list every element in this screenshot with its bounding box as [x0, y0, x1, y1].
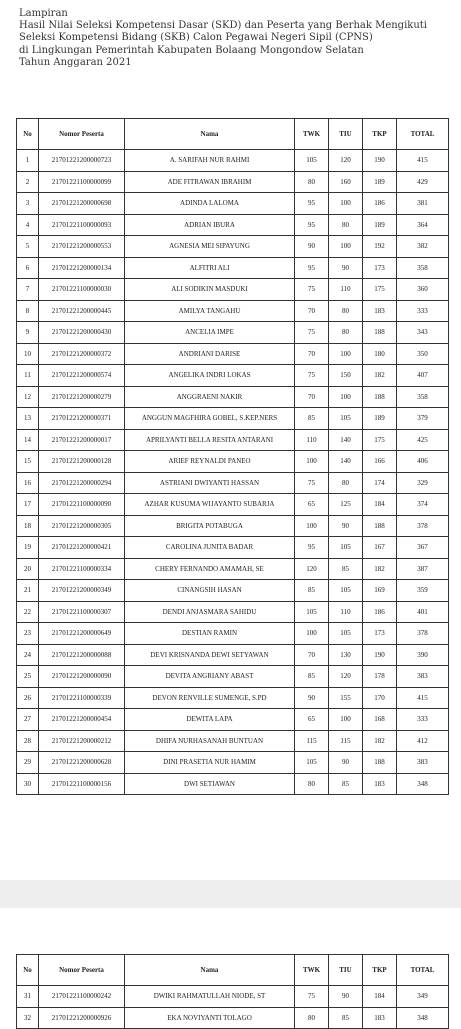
cell-nama: CAROLINA JUNITA BADAR: [125, 537, 295, 559]
cell-nama: DWI SETIAWAN: [125, 773, 295, 795]
cell-tkp: 183: [363, 300, 397, 322]
cell-no: 9: [17, 322, 39, 344]
table-row: [17, 1007, 449, 1029]
cell-total: 364: [397, 214, 449, 236]
cell-nama: DEVI KRISNANDA DEWI SETYAWAN: [125, 644, 295, 666]
table-row: [17, 687, 449, 709]
cell-nomor-peserta: 21701221200000574: [39, 365, 125, 387]
table-row: [17, 558, 449, 580]
cell-tiu: 100: [329, 709, 363, 731]
cell-tkp: 182: [363, 365, 397, 387]
table-header-row: [17, 119, 449, 150]
cell-twk: 100: [295, 515, 329, 537]
cell-tiu: 120: [329, 150, 363, 172]
cell-twk: 80: [295, 171, 329, 193]
cell-no: 21: [17, 580, 39, 602]
cell-tiu: 90: [329, 515, 363, 537]
cell-total: 412: [397, 730, 449, 752]
cell-no: 5: [17, 236, 39, 258]
cell-total: 378: [397, 623, 449, 645]
table-row: [17, 644, 449, 666]
cell-no: 18: [17, 515, 39, 537]
table-row: [17, 300, 449, 322]
cell-tiu: 80: [329, 300, 363, 322]
cell-nomor-peserta: 21701221100000099: [39, 171, 125, 193]
cell-tiu: 105: [329, 537, 363, 559]
col-tkp-header: TKP: [363, 119, 397, 150]
cell-tiu: 115: [329, 730, 363, 752]
col-total-header: TOTAL: [397, 955, 449, 986]
table-row: [17, 365, 449, 387]
cell-twk: 90: [295, 236, 329, 258]
cell-twk: 105: [295, 601, 329, 623]
cell-no: 6: [17, 257, 39, 279]
cell-no: 32: [17, 1007, 39, 1029]
cell-twk: 75: [295, 365, 329, 387]
cell-tkp: 188: [363, 322, 397, 344]
cell-tkp: 190: [363, 644, 397, 666]
cell-nomor-peserta: 21701221100000090: [39, 494, 125, 516]
cell-twk: 70: [295, 300, 329, 322]
cell-total: 381: [397, 193, 449, 215]
cell-total: 374: [397, 494, 449, 516]
col-no-header: No: [17, 119, 39, 150]
cell-total: 383: [397, 666, 449, 688]
cell-total: 387: [397, 558, 449, 580]
col-nama-header: Nama: [125, 119, 295, 150]
cell-twk: 105: [295, 752, 329, 774]
cell-tiu: 90: [329, 986, 363, 1008]
cell-twk: 65: [295, 709, 329, 731]
cell-no: 27: [17, 709, 39, 731]
table-row: [17, 666, 449, 688]
cell-tiu: 100: [329, 236, 363, 258]
cell-nomor-peserta: 21701221100000339: [39, 687, 125, 709]
cell-total: 350: [397, 343, 449, 365]
cell-tkp: 186: [363, 193, 397, 215]
cell-tkp: 180: [363, 343, 397, 365]
cell-nama: ARIEF REYNALDI PANEO: [125, 451, 295, 473]
cell-tiu: 80: [329, 472, 363, 494]
cell-tiu: 80: [329, 214, 363, 236]
cell-nomor-peserta: 21701221200000371: [39, 408, 125, 430]
cell-twk: 70: [295, 386, 329, 408]
cell-nama: ADINDA LALOMA: [125, 193, 295, 215]
cell-nama: ANGGRAENI NAKIR: [125, 386, 295, 408]
cell-tkp: 169: [363, 580, 397, 602]
cell-total: 406: [397, 451, 449, 473]
cell-no: 25: [17, 666, 39, 688]
cell-nama: APRILYANTI BELLA RESITA ANTARANI: [125, 429, 295, 451]
cell-nama: DHIFA NURHASANAH BUNTUAN: [125, 730, 295, 752]
cell-twk: 100: [295, 623, 329, 645]
cell-total: 415: [397, 150, 449, 172]
cell-tkp: 168: [363, 709, 397, 731]
cell-nama: DEWITA LAPA: [125, 709, 295, 731]
cell-twk: 95: [295, 537, 329, 559]
cell-no: 10: [17, 343, 39, 365]
table-row: [17, 214, 449, 236]
cell-nama: AMILYA TANGAHU: [125, 300, 295, 322]
cell-tiu: 105: [329, 623, 363, 645]
cell-tkp: 167: [363, 537, 397, 559]
cell-tkp: 188: [363, 386, 397, 408]
cell-nama: DENDI ANJASMARA SAHIDU: [125, 601, 295, 623]
cell-total: 360: [397, 279, 449, 301]
cell-no: 12: [17, 386, 39, 408]
cell-twk: 75: [295, 322, 329, 344]
table-row: [17, 236, 449, 258]
cell-nomor-peserta: 21701221200000128: [39, 451, 125, 473]
cell-tkp: 184: [363, 494, 397, 516]
cell-nomor-peserta: 21701221200000305: [39, 515, 125, 537]
heading-line-1: Lampiran: [19, 8, 68, 19]
cell-tiu: 150: [329, 365, 363, 387]
cell-tiu: 155: [329, 687, 363, 709]
table-row: [17, 537, 449, 559]
cell-twk: 80: [295, 773, 329, 795]
cell-total: 379: [397, 408, 449, 430]
results-table-continued: [16, 954, 449, 1029]
cell-nomor-peserta: 21701221200000628: [39, 752, 125, 774]
cell-tkp: 178: [363, 666, 397, 688]
cell-nomor-peserta: 21701221100000030: [39, 279, 125, 301]
cell-total: 329: [397, 472, 449, 494]
cell-no: 2: [17, 171, 39, 193]
table-row: [17, 752, 449, 774]
col-tiu-header: TIU: [329, 119, 363, 150]
cell-twk: 100: [295, 451, 329, 473]
cell-tkp: 189: [363, 171, 397, 193]
table-row: [17, 279, 449, 301]
cell-tkp: 188: [363, 515, 397, 537]
cell-tiu: 110: [329, 601, 363, 623]
table-row: [17, 193, 449, 215]
cell-nama: DINI PRASETIA NUR HAMIM: [125, 752, 295, 774]
cell-no: 17: [17, 494, 39, 516]
col-twk-header: TWK: [295, 119, 329, 150]
cell-nomor-peserta: 21701221200000454: [39, 709, 125, 731]
cell-nomor-peserta: 21701221200000279: [39, 386, 125, 408]
cell-tkp: 182: [363, 730, 397, 752]
cell-total: 429: [397, 171, 449, 193]
cell-no: 3: [17, 193, 39, 215]
cell-nomor-peserta: 21701221200000649: [39, 623, 125, 645]
cell-tiu: 85: [329, 773, 363, 795]
cell-no: 15: [17, 451, 39, 473]
cell-tkp: 183: [363, 773, 397, 795]
col-twk-header: TWK: [295, 955, 329, 986]
heading-line-3: Seleksi Kompetensi Bidang (SKB) Calon Pegawai Negeri Sipil (CPNS): [19, 32, 373, 44]
cell-nomor-peserta: 21701221200000723: [39, 150, 125, 172]
cell-nama: ALI SODIKIN MASDUKI: [125, 279, 295, 301]
cell-nomor-peserta: 21701221200000430: [39, 322, 125, 344]
cell-nomor-peserta: 21701221200000212: [39, 730, 125, 752]
col-nama-header: Nama: [125, 955, 295, 986]
table-row: [17, 515, 449, 537]
cell-total: 349: [397, 986, 449, 1008]
cell-nomor-peserta: 21701221200000294: [39, 472, 125, 494]
cell-twk: 80: [295, 1007, 329, 1029]
cell-nomor-peserta: 21701221100000156: [39, 773, 125, 795]
cell-total: 333: [397, 300, 449, 322]
cell-no: 20: [17, 558, 39, 580]
cell-no: 29: [17, 752, 39, 774]
cell-nomor-peserta: 21701221200000926: [39, 1007, 125, 1029]
cell-tkp: 174: [363, 472, 397, 494]
cell-tiu: 130: [329, 644, 363, 666]
table-row: [17, 709, 449, 731]
cell-total: 383: [397, 752, 449, 774]
cell-tiu: 105: [329, 408, 363, 430]
cell-nomor-peserta: 21701221200000421: [39, 537, 125, 559]
cell-tkp: 189: [363, 214, 397, 236]
cell-tiu: 125: [329, 494, 363, 516]
table-row: [17, 386, 449, 408]
heading-line-4: di Lingkungan Pemerintah Kabupaten Bolaang Mongondow Selatan: [19, 44, 364, 56]
cell-total: 343: [397, 322, 449, 344]
cell-nomor-peserta: 21701221200000445: [39, 300, 125, 322]
cell-tiu: 105: [329, 580, 363, 602]
cell-tkp: 175: [363, 429, 397, 451]
document-heading: [19, 8, 427, 69]
cell-tkp: 173: [363, 257, 397, 279]
table-row: [17, 150, 449, 172]
cell-tkp: 166: [363, 451, 397, 473]
table-row: [17, 986, 449, 1008]
cell-tiu: 100: [329, 386, 363, 408]
cell-total: 358: [397, 257, 449, 279]
cell-nama: ANDRIANI DARISE: [125, 343, 295, 365]
cell-total: 333: [397, 709, 449, 731]
cell-tiu: 90: [329, 752, 363, 774]
col-nomor-peserta-header: Nomor Peserta: [39, 119, 125, 150]
cell-nama: CHERY FERNANDO AMAMAH, SE: [125, 558, 295, 580]
cell-total: 425: [397, 429, 449, 451]
cell-twk: 75: [295, 472, 329, 494]
cell-tiu: 80: [329, 322, 363, 344]
cell-twk: 85: [295, 666, 329, 688]
cell-tkp: 192: [363, 236, 397, 258]
cell-total: 407: [397, 365, 449, 387]
cell-no: 30: [17, 773, 39, 795]
table-row: [17, 171, 449, 193]
cell-twk: 75: [295, 279, 329, 301]
cell-no: 7: [17, 279, 39, 301]
cell-nomor-peserta: 21701221200000349: [39, 580, 125, 602]
table-row: [17, 451, 449, 473]
cell-tiu: 85: [329, 1007, 363, 1029]
table-row: [17, 773, 449, 795]
cell-twk: 85: [295, 408, 329, 430]
table-header-row: [17, 955, 449, 986]
cell-nama: ANGGUN MAGFHIRA GOBEL, S.KEP.NERS: [125, 408, 295, 430]
cell-nama: DEVITA ANGRIANY ABAST: [125, 666, 295, 688]
cell-total: 401: [397, 601, 449, 623]
cell-nomor-peserta: 21701221200000134: [39, 257, 125, 279]
cell-nomor-peserta: 21701221200000088: [39, 644, 125, 666]
cell-nama: ADE FITRAWAN IBRAHIM: [125, 171, 295, 193]
cell-nomor-peserta: 21701221200000017: [39, 429, 125, 451]
cell-nomor-peserta: 21701221200000372: [39, 343, 125, 365]
cell-tkp: 188: [363, 752, 397, 774]
cell-twk: 90: [295, 687, 329, 709]
results-table-continued-body: [17, 986, 449, 1029]
cell-total: 378: [397, 515, 449, 537]
cell-no: 4: [17, 214, 39, 236]
cell-twk: 95: [295, 214, 329, 236]
cell-twk: 70: [295, 644, 329, 666]
cell-tkp: 186: [363, 601, 397, 623]
col-nomor-peserta-header: Nomor Peserta: [39, 955, 125, 986]
cell-nama: BRIGITA POTABUGA: [125, 515, 295, 537]
cell-twk: 85: [295, 580, 329, 602]
cell-total: 415: [397, 687, 449, 709]
cell-nama: ASTRIANI DWIYANTI HASSAN: [125, 472, 295, 494]
table-row: [17, 730, 449, 752]
cell-twk: 65: [295, 494, 329, 516]
cell-twk: 95: [295, 257, 329, 279]
cell-no: 1: [17, 150, 39, 172]
table-row: [17, 472, 449, 494]
cell-total: 359: [397, 580, 449, 602]
cell-nama: DWIKI RAHMATULLAH NIODE, ST: [125, 986, 295, 1008]
cell-total: 367: [397, 537, 449, 559]
table-row: [17, 601, 449, 623]
cell-nomor-peserta: 21701221200000698: [39, 193, 125, 215]
cell-total: 348: [397, 1007, 449, 1029]
cell-nama: ANGELIKA INDRI LOKAS: [125, 365, 295, 387]
cell-nama: CINANGSIH HASAN: [125, 580, 295, 602]
cell-no: 19: [17, 537, 39, 559]
col-tiu-header: TIU: [329, 955, 363, 986]
table-row: [17, 322, 449, 344]
results-table: [16, 118, 449, 795]
cell-tkp: 173: [363, 623, 397, 645]
table-row: [17, 408, 449, 430]
cell-no: 31: [17, 986, 39, 1008]
cell-nama: ADRIAN IBURA: [125, 214, 295, 236]
cell-tkp: 183: [363, 1007, 397, 1029]
cell-nama: ANCELIA IMPE: [125, 322, 295, 344]
cell-tiu: 140: [329, 451, 363, 473]
cell-nama: A. SARIFAH NUR RAHMI: [125, 150, 295, 172]
cell-tiu: 140: [329, 429, 363, 451]
cell-no: 16: [17, 472, 39, 494]
col-no-header: No: [17, 955, 39, 986]
cell-total: 358: [397, 386, 449, 408]
cell-twk: 110: [295, 429, 329, 451]
cell-twk: 115: [295, 730, 329, 752]
cell-nomor-peserta: 21701221200000553: [39, 236, 125, 258]
col-total-header: TOTAL: [397, 119, 449, 150]
cell-nomor-peserta: 21701221200000090: [39, 666, 125, 688]
cell-nomor-peserta: 21701221100000334: [39, 558, 125, 580]
cell-nomor-peserta: 21701221100000242: [39, 986, 125, 1008]
cell-twk: 75: [295, 986, 329, 1008]
page-separator: [0, 880, 461, 908]
cell-nomor-peserta: 21701221100000307: [39, 601, 125, 623]
results-table-body: [17, 150, 449, 795]
cell-nama: EKA NOVIYANTI TOLAGO: [125, 1007, 295, 1029]
table-row: [17, 429, 449, 451]
table-row: [17, 623, 449, 645]
heading-line-2: Hasil Nilai Seleksi Kompetensi Dasar (SKD) dan Peserta yang Berhak Mengikuti: [19, 20, 427, 32]
cell-no: 28: [17, 730, 39, 752]
table-row: [17, 343, 449, 365]
cell-nama: DEVON RENVILLE SUMENGE, S.PD: [125, 687, 295, 709]
cell-no: 11: [17, 365, 39, 387]
cell-total: 348: [397, 773, 449, 795]
cell-tkp: 190: [363, 150, 397, 172]
cell-no: 8: [17, 300, 39, 322]
heading-line-5: Tahun Anggaran 2021: [19, 56, 132, 68]
table-row: [17, 494, 449, 516]
cell-tkp: 189: [363, 408, 397, 430]
cell-nama: ALFITRI ALI: [125, 257, 295, 279]
cell-no: 13: [17, 408, 39, 430]
col-tkp-header: TKP: [363, 955, 397, 986]
cell-twk: 95: [295, 193, 329, 215]
cell-tkp: 170: [363, 687, 397, 709]
cell-nama: AZHAR KUSUMA WIJAYANTO SUBARJA: [125, 494, 295, 516]
cell-total: 390: [397, 644, 449, 666]
cell-no: 14: [17, 429, 39, 451]
cell-no: 23: [17, 623, 39, 645]
cell-tiu: 100: [329, 343, 363, 365]
cell-nama: AGNESIA MEI SIPAYUNG: [125, 236, 295, 258]
cell-total: 382: [397, 236, 449, 258]
table-row: [17, 257, 449, 279]
table-row: [17, 580, 449, 602]
cell-tkp: 184: [363, 986, 397, 1008]
cell-nama: DESTIAN RAMIN: [125, 623, 295, 645]
cell-twk: 70: [295, 343, 329, 365]
cell-tkp: 175: [363, 279, 397, 301]
cell-tiu: 160: [329, 171, 363, 193]
cell-tiu: 110: [329, 279, 363, 301]
cell-twk: 120: [295, 558, 329, 580]
cell-twk: 105: [295, 150, 329, 172]
cell-no: 24: [17, 644, 39, 666]
cell-no: 22: [17, 601, 39, 623]
page-two: [0, 908, 461, 1024]
cell-tiu: 120: [329, 666, 363, 688]
cell-no: 26: [17, 687, 39, 709]
cell-tkp: 182: [363, 558, 397, 580]
cell-tiu: 90: [329, 257, 363, 279]
cell-tiu: 85: [329, 558, 363, 580]
cell-tiu: 100: [329, 193, 363, 215]
cell-nomor-peserta: 21701221100000093: [39, 214, 125, 236]
